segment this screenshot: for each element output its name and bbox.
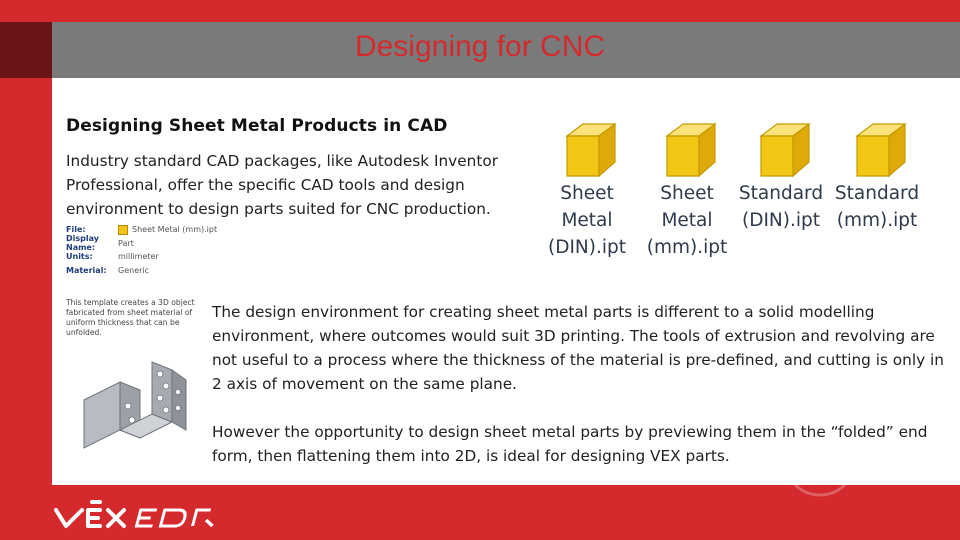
property-label: Material: [66,265,107,275]
cube-icon [657,122,717,180]
template-label-line1: Sheet [560,183,614,204]
body-text [212,300,952,492]
template-label-line1: Standard [738,183,824,204]
property-label: Units: [66,252,93,262]
cube-icon [557,122,617,180]
template-sheet-metal-din[interactable] [532,122,642,261]
template-description: This template creates a 3D object fabricated from sheet material of uniform thickness that can be unfolded. [66,298,195,337]
property-value: Sheet Metal (mm).ipt [132,225,218,235]
property-value: Part [118,238,134,248]
cube-icon [751,122,811,180]
template-label-line2: Metal [661,210,713,231]
template-standard-mm[interactable] [822,122,932,234]
section-heading: Designing Sheet Metal Products in CAD [66,116,448,136]
slide-title: Designing for CNC [354,30,606,63]
bracket-image [76,360,194,470]
cube-icon [847,122,907,180]
paragraph-2: However the opportunity to design sheet metal parts by previewing them in the “folded” end form, then flattening them into 2D, is ideal for designing VEX parts. [212,423,928,465]
title-bar [0,22,960,78]
template-label-line2: (DIN).ipt [742,210,820,231]
template-standard-din[interactable] [726,122,836,234]
file-icon [118,225,128,235]
template-label-line1: Sheet [660,183,714,204]
property-value: millimeter [118,252,159,262]
property-material [66,264,217,278]
content-panel [52,78,960,485]
template-icon-list [532,122,932,272]
template-label-line3: (DIN).ipt [548,237,626,258]
template-label-line2: (mm).ipt [836,210,918,231]
paragraph-1: The design environment for creating sheet metal parts is different to a solid modelling environment, where outcomes would suit 3D printing. The tools of extrusion and revolving are not useful to a process where the thickness of the material is pre-defined, and cutting is only in 2 axis of movement on the same plane. [212,303,944,393]
template-label-line3: (mm).ipt [646,237,728,258]
template-label-line1: Standard [834,183,920,204]
template-label-line2: Metal [561,210,613,231]
property-label: File: [66,225,86,235]
vex-edr-logo [52,498,252,532]
property-label: Display Name: [66,234,99,253]
file-properties [66,223,217,277]
property-value: Generic [118,265,150,275]
property-units [66,250,217,264]
property-display-name [66,234,217,253]
intro-text: Industry standard CAD packages, like Autodesk Inventor Professional, offer the specific CAD tools and design environment to design parts suited for CNC production. [66,152,498,218]
